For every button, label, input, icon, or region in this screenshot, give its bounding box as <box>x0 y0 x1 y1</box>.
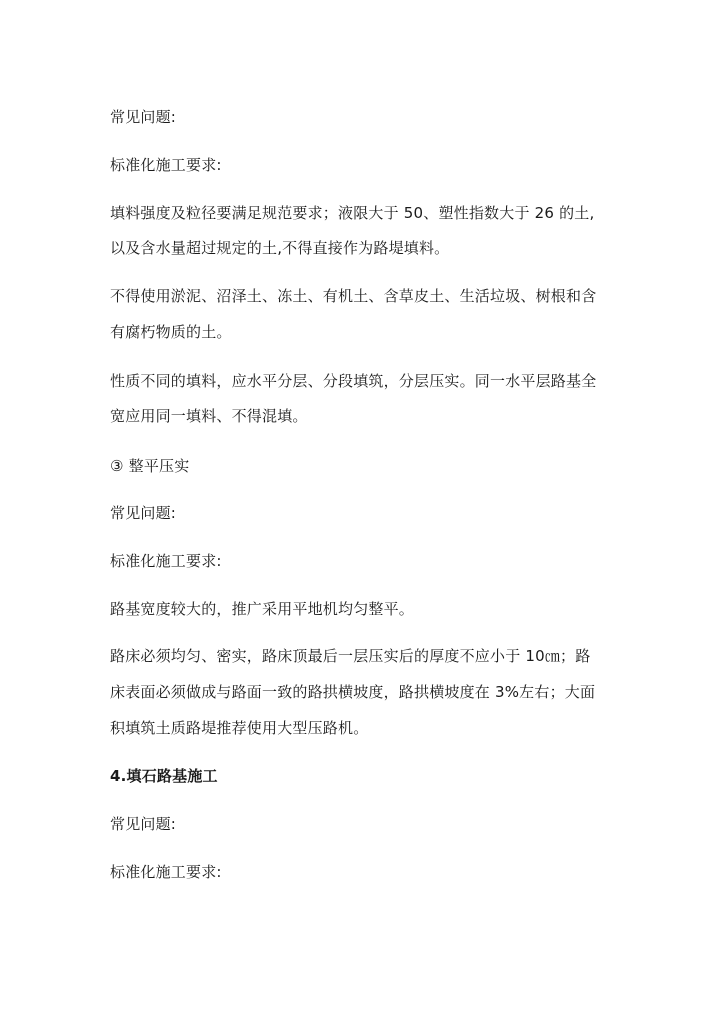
common-issues-heading-2: 常见问题: <box>110 504 177 522</box>
standard-requirements-heading-1: 标准化施工要求: <box>110 156 222 174</box>
paragraph-subgrade-line-2: 床表面必须做成与路面一致的路拱横坡度，路拱横坡度在 3%左右；大面 <box>110 683 596 701</box>
paragraph-prohibited-soil-line-1: 不得使用淤泥、沼泽土、冻土、有机土、含草皮土、生活垃圾、树根和含 <box>110 287 597 305</box>
paragraph-fill-material-line-2: 以及含水量超过规定的土,不得直接作为路堤填料。 <box>110 239 450 257</box>
paragraph-subgrade-line-1: 路床必须均匀、密实，路床顶最后一层压实后的厚度不应小于 10㎝；路 <box>110 647 591 665</box>
common-issues-heading-3: 常见问题: <box>110 815 177 833</box>
paragraph-layering-line-2: 宽应用同一填料、不得混填。 <box>110 407 308 425</box>
paragraph-subgrade-line-3: 积填筑土质路堤推荐使用大型压路机。 <box>110 719 369 737</box>
paragraph-layering-line-1: 性质不同的填料，应水平分层、分段填筑，分层压实。同一水平层路基全 <box>110 372 597 390</box>
paragraph-fill-material-line-1: 填料强度及粒径要满足规范要求；液限大于 50、塑性指数大于 26 的土, <box>110 204 595 222</box>
section-heading-rock-fill-subgrade: 4.填石路基施工 <box>110 767 218 785</box>
paragraph-prohibited-soil-line-2: 有腐朽物质的土。 <box>110 323 232 341</box>
paragraph-grader-leveling: 路基宽度较大的，推广采用平地机均匀整平。 <box>110 600 415 618</box>
standard-requirements-heading-3: 标准化施工要求: <box>110 863 222 881</box>
common-issues-heading-1: 常见问题: <box>110 108 177 126</box>
section-heading-leveling-compaction: ③ 整平压实 <box>110 457 190 475</box>
standard-requirements-heading-2: 标准化施工要求: <box>110 552 222 570</box>
